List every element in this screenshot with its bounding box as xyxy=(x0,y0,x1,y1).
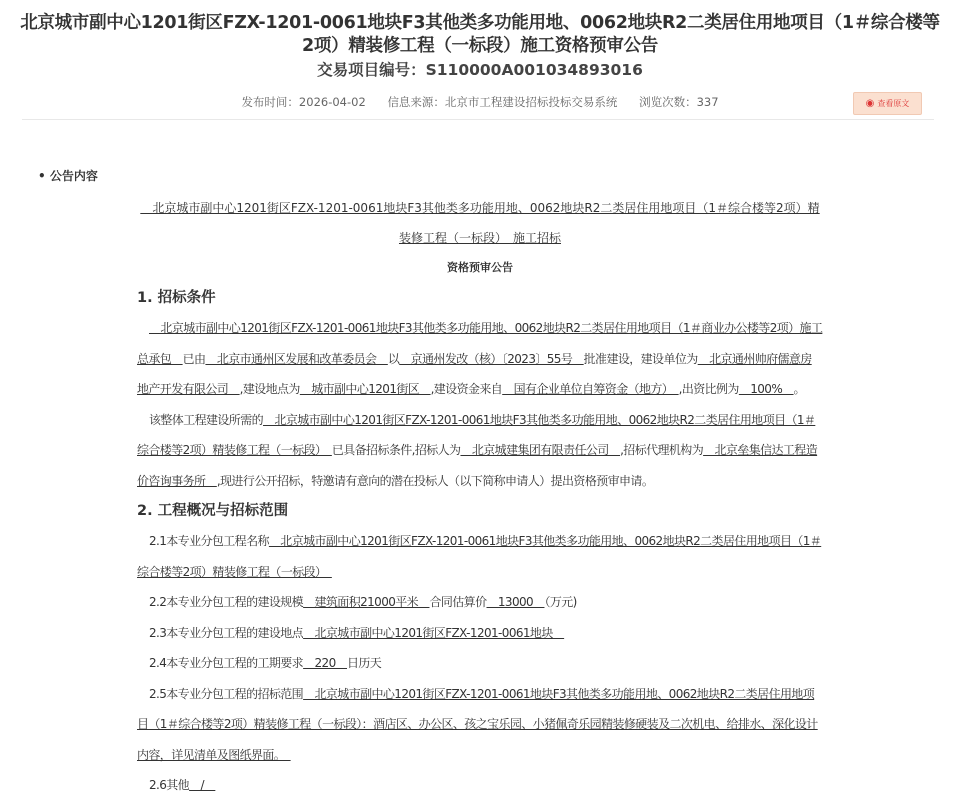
filled-field: 北京市通州区发展和改革委员会 xyxy=(205,351,388,366)
filled-field: / xyxy=(189,778,216,792)
paragraph xyxy=(137,648,823,679)
filled-field: 北京城建集团有限责任公司 xyxy=(460,443,621,457)
text-segment: 2.2本专业分包工程的建设规模 xyxy=(149,595,304,609)
filled-field: 北京城市副中心1201街区FZX-1201-0061地块F3其他类多功能用地、0062地块R2二类居住用地项目（1＃综合楼等2项）精装修工程（一标段）：酒店区、办公区、孩之宝乐园、小猪佩奇乐园精装修硬装及二次机电、给排水、深化设计内容，详见清单及图纸界面。 xyxy=(137,686,818,762)
text-segment: （万元) xyxy=(544,595,577,609)
publish-time: 发布时间：2026-04-02 xyxy=(241,95,366,109)
section-heading-1: 1. 招标条件 xyxy=(137,290,216,306)
paragraph xyxy=(137,679,823,771)
filled-field: 国有企业单位自筹资金（地方） xyxy=(502,382,679,396)
filled-field: 北京通州帅府儒意房地产开发有限公司 xyxy=(137,351,812,396)
section-2-body xyxy=(137,526,823,801)
doc-heading-type: 资格预审公告 xyxy=(447,261,513,274)
text-segment: 2.4本专业分包工程的工期要求 xyxy=(149,656,304,670)
text-segment: 该整体工程建设所需的 xyxy=(149,412,264,427)
filled-field: 北京城市副中心1201街区FZX-1201-0061地块 xyxy=(303,625,565,640)
text-segment: 合同估算价 xyxy=(429,595,487,609)
view-count: 浏览次数：337 xyxy=(639,95,719,109)
info-source: 信息来源：北京市工程建设招标投标交易系统 xyxy=(387,95,618,109)
divider xyxy=(22,119,934,120)
eye-icon: ◉ xyxy=(865,98,875,109)
filled-field: 北京城市副中心1201街区FZX-1201-0061地块F3其他类多功能用地、0062地块R2二类居住用地项目（1＃综合楼等2项）精装修工程（一标段） xyxy=(137,412,816,457)
paragraph xyxy=(137,587,823,618)
view-original-button[interactable] xyxy=(853,92,922,115)
meta-info xyxy=(0,94,960,110)
filled-field: 北京城市副中心1201街区FZX-1201-0061地块F3其他类多功能用地、0062地块R2二类居住用地项目（1＃综合楼等2项）精装修工程（一标段） xyxy=(137,534,822,579)
announcement-body xyxy=(137,193,823,801)
text-segment: 2.5本专业分包工程的招标范围 xyxy=(149,686,304,701)
text-segment: ,建设地点为 xyxy=(239,382,300,396)
text-segment: ,出资比例为 xyxy=(678,382,739,396)
filled-field: 100% xyxy=(738,382,794,396)
section-label: • 公告内容 xyxy=(38,169,98,183)
text-segment: ,招标代理机构为 xyxy=(620,443,704,457)
doc-heading-project: 北京城市副中心1201街区FZX-1201-0061地块F3其他类多功能用地、0062地块R2二类居住用地项目（1＃综合楼等2项）精装修工程（一标段） 施工招标 xyxy=(140,201,820,245)
text-segment: 2.1本专业分包工程名称 xyxy=(149,534,269,548)
paragraph xyxy=(137,405,823,497)
text-segment: 已由 xyxy=(182,351,206,366)
text-segment: 日历天 xyxy=(347,656,382,670)
paragraph xyxy=(137,526,823,587)
text-segment: ,建设资金来自 xyxy=(430,382,503,396)
text-segment: ,现进行公开招标，特邀请有意向的潜在投标人（以下简称申请人）提出资格预审申请。 xyxy=(216,473,654,488)
page-title: 北京城市副中心1201街区FZX-1201-0061地块F3其他类多功能用地、0062地块R2二类居住用地项目（1＃综合楼等2项）精装修工程（一标段）施工资格预审公告 xyxy=(20,13,940,56)
paragraph xyxy=(137,770,823,801)
text-segment: 2.6其他 xyxy=(149,778,190,792)
view-original-label: 查看原文 xyxy=(877,99,910,108)
paragraph xyxy=(137,313,823,405)
text-segment: 。 xyxy=(793,382,805,396)
section-heading-2: 2. 工程概况与招标范围 xyxy=(137,503,289,519)
project-code: 交易项目编号：S110000A001034893016 xyxy=(317,61,643,79)
text-segment: 批准建设，建设单位为 xyxy=(583,351,698,366)
filled-field: 京通州发改（核）〔2023〕55号 xyxy=(399,351,584,366)
filled-field: 北京城市副中心1201街区FZX-1201-0061地块F3其他类多功能用地、0062地块R2二类居住用地项目（1＃商业办公楼等2项）施工总承包 xyxy=(137,321,823,366)
text-segment: 2.3本专业分包工程的建设地点 xyxy=(149,625,304,640)
filled-field: 建筑面积21000平米 xyxy=(303,595,430,609)
text-segment: 已具备招标条件,招标人为 xyxy=(331,443,461,457)
announcement-header xyxy=(0,0,960,82)
section-1-body xyxy=(137,313,823,496)
filled-field: 北京垒集信达工程造价咨询事务所 xyxy=(137,443,818,488)
filled-field: 城市副中心1201街区 xyxy=(299,382,431,396)
filled-field: 13000 xyxy=(486,595,545,609)
paragraph xyxy=(137,618,823,649)
text-segment: 以 xyxy=(387,351,400,366)
filled-field: 220 xyxy=(303,656,347,670)
